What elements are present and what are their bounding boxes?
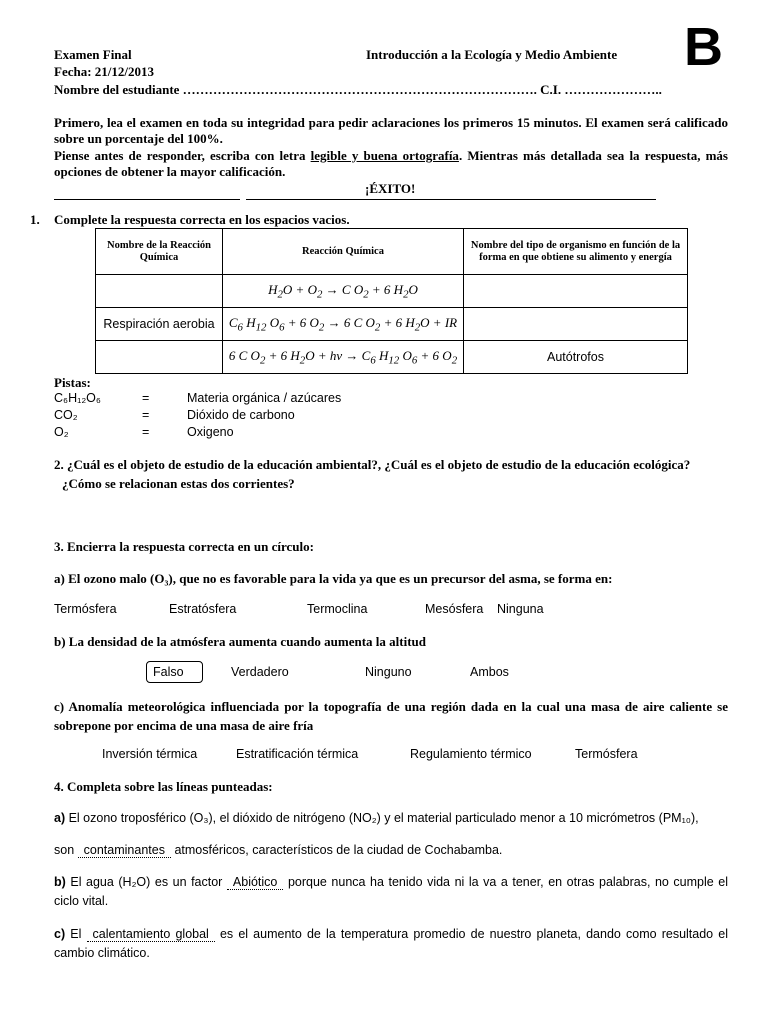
course-title: Introducción a la Ecología y Medio Ambiente bbox=[366, 47, 618, 62]
q3a-option-4[interactable]: Mesósfera bbox=[425, 602, 484, 616]
header-reaction-name: Nombre de la Reacción Química bbox=[96, 229, 223, 275]
q3c-option-3[interactable]: Regulamiento térmico bbox=[410, 747, 532, 761]
q3c-option-4[interactable]: Termósfera bbox=[575, 747, 638, 761]
q4a-line bbox=[54, 811, 699, 825]
q4c-paragraph bbox=[54, 925, 728, 963]
instructions-underlined: legible y buena ortografía bbox=[310, 148, 459, 163]
hint-2-formula: CO₂ bbox=[54, 408, 78, 422]
q4a-answer-blank[interactable]: contaminantes bbox=[78, 843, 171, 858]
q3b-option-3[interactable]: Ninguno bbox=[365, 665, 412, 679]
q3a-option-1[interactable]: Termósfera bbox=[54, 602, 117, 616]
header-reaction: Reacción Química bbox=[223, 229, 464, 275]
instructions-paragraph-1: Primero, lea el examen en toda su integridad para pedir aclaraciones los primeros 15 minutos. El examen será calificado sobre un porcentaje del 100%. bbox=[54, 115, 728, 146]
row1-organism[interactable] bbox=[464, 275, 688, 308]
exam-title: Examen Final bbox=[54, 47, 132, 62]
exam-version-letter: B bbox=[684, 17, 723, 77]
row1-reaction-name[interactable] bbox=[96, 275, 223, 308]
q4-title: 4. Completa sobre las líneas punteadas: bbox=[54, 779, 273, 794]
instructions-paragraph-2 bbox=[54, 148, 728, 180]
hint-1-formula: C₆H₁₂O₆ bbox=[54, 391, 101, 405]
q4c-answer-blank[interactable]: calentamiento global bbox=[87, 927, 215, 942]
q2-line-1: 2. ¿Cuál es el objeto de estudio de la educación ambiental?, ¿Cuál es el objeto de estudio de la educación ecológica? bbox=[54, 457, 691, 472]
row2-reaction-name: Respiración aerobia bbox=[96, 308, 223, 341]
q3-title: 3. Encierra la respuesta correcta en un círculo: bbox=[54, 539, 314, 554]
q4b-post: porque nunca ha tenido vida ni la va a tener, en otras palabras, no cumple el ciclo vital. bbox=[54, 875, 728, 908]
answer-circle: Falso bbox=[146, 661, 203, 683]
q4a-text: El ozono troposférico (O₃), el dióxido de nitrógeno (NO₂) y el material particulado menor a 10 micrómetros (PM₁₀), bbox=[65, 811, 699, 825]
q4c-label: c) bbox=[54, 927, 66, 941]
hint-3-equals: = bbox=[142, 425, 150, 439]
q4b-paragraph bbox=[54, 873, 728, 911]
row2-equation: $C_6$ $H_{12}$ $O_6 + 6$ $O_2 \to 6$ C $O_2 + 6$ $H_2O$ + IR bbox=[223, 308, 464, 341]
q3a-option-5[interactable]: Ninguna bbox=[497, 602, 544, 616]
row1-equation: $H_2O + O_2 \to C$ $O_2 + 6$ $H_2O$ bbox=[223, 275, 464, 308]
hint-3-formula: O₂ bbox=[54, 425, 69, 439]
exam-date: Fecha: 21/12/2013 bbox=[54, 64, 155, 79]
instructions-text: Piense antes de responder, escriba con letra bbox=[54, 148, 311, 163]
divider-right bbox=[246, 199, 656, 200]
q4b-answer-blank[interactable]: Abiótico bbox=[227, 875, 283, 890]
success-message: ¡ÉXITO! bbox=[365, 181, 416, 196]
q3c-option-1[interactable]: Inversión térmica bbox=[102, 747, 198, 761]
q3b-option-2[interactable]: Verdadero bbox=[231, 665, 289, 679]
table-header-row bbox=[96, 229, 688, 275]
row3-organism: Autótrofos bbox=[464, 341, 688, 374]
q3a-text: a) El ozono malo (O₃), que no es favorable para la vida ya que es un precursor del asma, se forma en: bbox=[54, 571, 613, 586]
student-name-line: Nombre del estudiante ………………………………………………………………………. C.I. ………………….. bbox=[54, 82, 662, 97]
table-row bbox=[96, 341, 688, 374]
q3b-text: b) La densidad de la atmósfera aumenta cuando aumenta la altitud bbox=[54, 634, 426, 649]
instructions-text-end: . Mientras más detallada sea la respuesta, más opciones de obtener la mayor calificación. bbox=[54, 148, 728, 179]
q4b-label: b) bbox=[54, 875, 66, 889]
q4a-pre: son bbox=[54, 843, 75, 857]
row2-organism[interactable] bbox=[464, 308, 688, 341]
q4b-pre: El agua (H₂O) es un factor bbox=[65, 875, 223, 889]
table-row bbox=[96, 308, 688, 341]
hint-3-meaning: Oxigeno bbox=[187, 425, 234, 439]
q1-title: Complete la respuesta correcta en los espacios vacios. bbox=[54, 212, 350, 227]
row3-reaction-name[interactable] bbox=[96, 341, 223, 374]
table-row bbox=[96, 275, 688, 308]
q3a-option-3[interactable]: Termoclina bbox=[307, 602, 368, 616]
hint-1-meaning: Materia orgánica / azúcares bbox=[187, 391, 342, 405]
hint-2-meaning: Dióxido de carbono bbox=[187, 408, 295, 422]
q4c-pre: El bbox=[65, 927, 87, 941]
hints-title: Pistas: bbox=[54, 375, 91, 390]
q4a-post: atmosféricos, característicos de la ciudad de Cochabamba. bbox=[174, 843, 503, 857]
hint-1-equals: = bbox=[142, 391, 150, 405]
q4a-label: a) bbox=[54, 811, 66, 825]
header-organism-type: Nombre del tipo de organismo en función de la forma en que obtiene su alimento y energía bbox=[464, 229, 688, 275]
hint-2-equals: = bbox=[142, 408, 150, 422]
q3b-option-4[interactable]: Ambos bbox=[470, 665, 509, 679]
q4c-post: es el aumento de la temperatura promedio de nuestro planeta, dando como resultado el cambio climático. bbox=[54, 927, 728, 960]
row3-equation: 6 C $O_2 + 6$ $H_2O$ + hv → $C_6$ $H_{12}$ $O_6 + 6$ $O_2$ bbox=[223, 341, 464, 374]
q3c-option-2[interactable]: Estratificación térmica bbox=[236, 747, 359, 761]
q3c-text: c) Anomalía meteorológica influenciada por la topografía de una región dada en la cual una masa de aire caliente se sobrepone por encima de una masa de aire fría bbox=[54, 699, 728, 733]
divider-left bbox=[54, 199, 240, 200]
q3a-option-2[interactable]: Estratósfera bbox=[169, 602, 237, 616]
q4a-continuation bbox=[54, 843, 502, 857]
q1-number: 1. bbox=[30, 212, 40, 227]
q2-line-2: ¿Cómo se relacionan estas dos corrientes? bbox=[62, 476, 295, 491]
q3b-option-1[interactable] bbox=[146, 665, 203, 679]
reaction-table bbox=[95, 228, 688, 374]
